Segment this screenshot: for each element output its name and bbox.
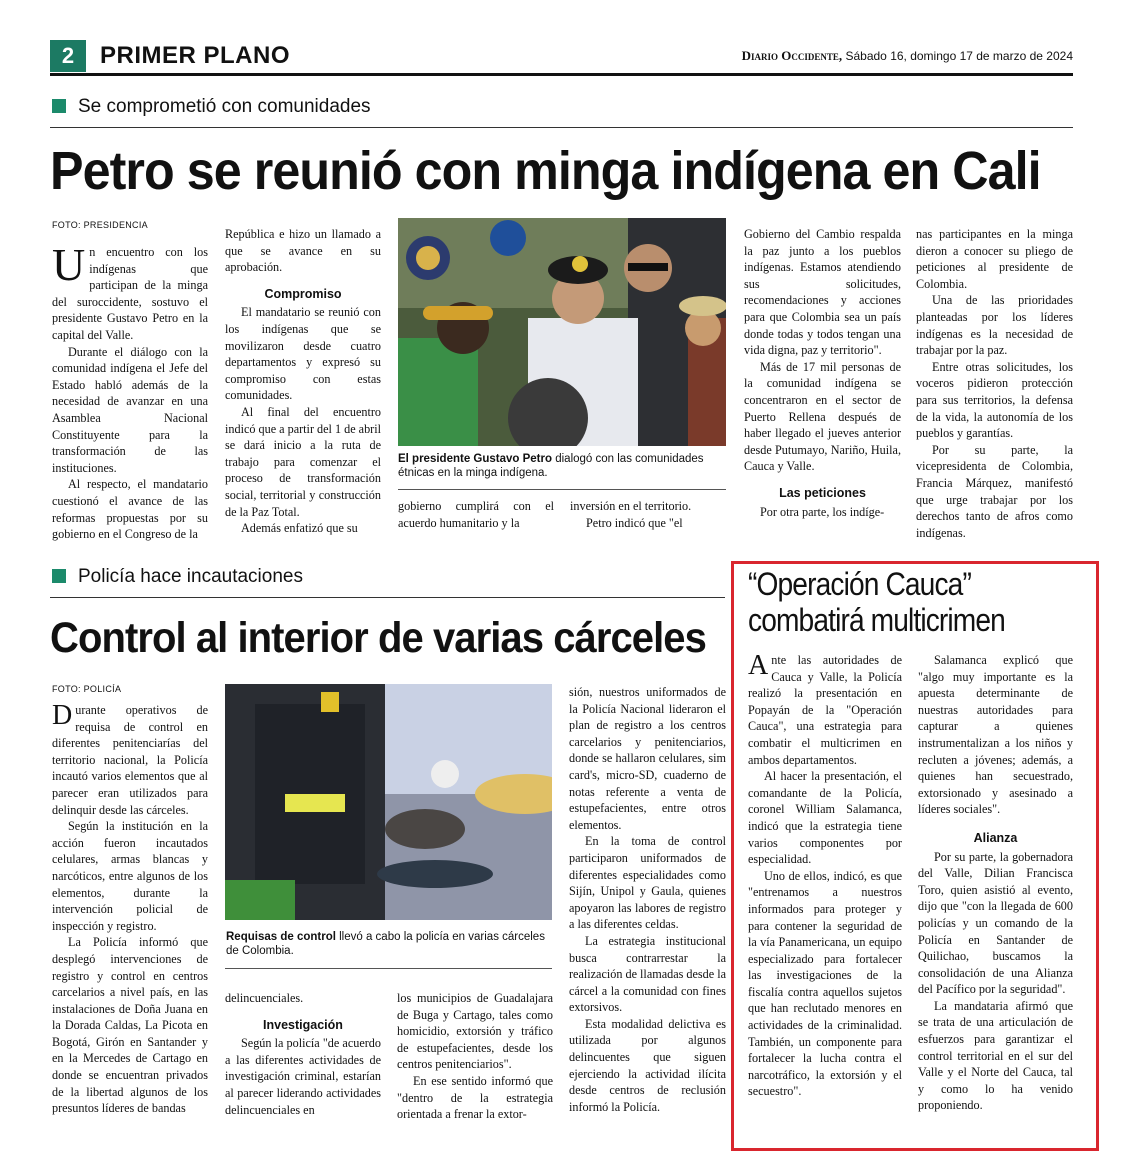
- kicker-square-icon: [52, 99, 66, 113]
- article2-kicker: [52, 566, 303, 588]
- page-number: 2: [50, 40, 86, 72]
- paragraph: gobierno cumplirá con el acuerdo humanitario y la: [398, 499, 554, 530]
- paragraph: Según la institución en la acción fueron incautados celulares, armas blancas y narcóticos, entre algunos de los elementos, durante la intervención policial de inspección y registro.: [52, 819, 208, 933]
- paragraph: Por su parte, la vicepresidenta de Colombia, Francia Márquez, manifestó que urge trabajar por los derechos tanto de afros como indígenas.: [916, 442, 1073, 540]
- article1-column-3: [398, 498, 554, 531]
- paragraph: los municipios de Guadalajara de Buga y Cartago, tales como homicidio, extorsión y tráfico de estupefacientes, desde los centros penitenciarios".: [397, 991, 553, 1072]
- paragraph: Por su parte, la gobernadora del Valle, Dilian Francisca Toro, quien asistió al evento, dijo que "con la llegada de 600 policías y un comando de la Policía en Santander de Quilichao, buscamos la consolidación de una Alianza del Pacífico por la seguridad".: [918, 849, 1073, 997]
- caption-rule: [398, 489, 726, 490]
- paragraph: Al respecto, el mandatario cuestionó el avance de las reformas propuestas por su gobierno en el Congreso de la: [52, 477, 208, 542]
- article1-headline: Petro se reunió con minga indígena en Cali: [50, 141, 1041, 201]
- subheading: Investigación: [263, 1017, 343, 1032]
- paragraph: delincuenciales.: [225, 991, 304, 1005]
- article2-headline: Control al interior de varias cárceles: [50, 614, 706, 662]
- subheading: Alianza: [973, 830, 1018, 845]
- paragraph: Más de 17 mil personas de la comunidad indígena se concentraron en el sector de Puerto Rellena después de haber llegado el jueves anterior desde Putumayo, Nariño, Huila, Cauca y Valle.: [744, 359, 901, 474]
- article2-photo-credit: FOTO: POLICÍA: [52, 684, 122, 694]
- article2-column-1: [52, 702, 208, 1117]
- paragraph: La mandataria afirmó que se trata de una articulación de esfuerzos para garantizar el control territorial en el sur del Valle y el Norte del Cauca, tal y como lo ha venido proponiendo.: [918, 998, 1073, 1113]
- paragraph: Al final del encuentro indicó que a partir del 1 de abril se dará inicio a la ruta de trabajo para comenzar el proceso de transformación social, territorial y construcción de la Paz Total.: [225, 404, 382, 519]
- paragraph: Salamanca explicó que "algo muy importante es la apuesta determinante de nuestras autoridades para capturar a quienes instrumentalizan a los niños y recluten a jóvenes; además, a quienes han secuestrado, extorsionado y asesinado a líderes sociales".: [918, 653, 1073, 817]
- caption-text: dialogó con las comunidades étnicas en la minga indígena.: [398, 453, 704, 479]
- paragraph: inversión en el territorio.: [570, 499, 692, 513]
- article1-column-5: [744, 226, 901, 520]
- paragraph: sión, nuestros uniformados de la Policía Nacional lideraron el plan de registro a los centros carcelarios y penitenciarios, donde se hallaron celulares, sim card's, micro-SD, cuaderno de notas referente a venta de estupefacientes, entre otros elementos.: [569, 685, 726, 832]
- section-title: PRIMER PLANO: [100, 42, 291, 69]
- paragraph: urante operativos de requisa de control en diferentes penitenciarías del territorio nacional, la Policía incautó varios elementos que al parecer eran utilizados para delinquir desde las cárceles.: [52, 703, 208, 817]
- article1-photo: [398, 218, 726, 446]
- subheading: Compromiso: [264, 286, 342, 301]
- paragraph: En ese sentido informó que "dentro de la estrategia orientada a frenar la extor-: [397, 1073, 553, 1122]
- prison-search-image: [225, 684, 552, 920]
- article2-photo: [225, 684, 552, 920]
- paragraph: Según la policía "de acuerdo a las diferentes actividades de investigación criminal, estarían al parecer liderando actividades delincuenciales en: [225, 1036, 381, 1117]
- article1-column-2: [225, 226, 381, 537]
- paragraph: El mandatario se reunió con los indígenas que se movilizaron desde cuatro departamentos y expresó su compromiso con estas comunidades.: [225, 305, 381, 403]
- paragraph: Durante el diálogo con la comunidad indígena el Jefe del Estado habló además de la necesidad de avanzar en una Asamblea Nacional Constituyente para la transformación de las instituciones.: [52, 344, 208, 475]
- publication-name: Diario Occidente,: [741, 48, 843, 63]
- article1-kicker: [52, 96, 371, 118]
- article1-caption: [398, 452, 728, 480]
- dropcap: A: [748, 650, 769, 681]
- kicker-rule: [50, 127, 1073, 128]
- article2-column-2: [225, 990, 381, 1118]
- article1-photo-credit: FOTO: PRESIDENCIA: [52, 220, 148, 230]
- paragraph: La estrategia institucional busca contrarrestar la realización de llamadas desde la cárcel a la comunidad con fines extorsivos.: [569, 933, 727, 1015]
- paragraph: La Policía informó que desplegó intervenciones de registro y control en centros carcelarios a nivel país, en las instalaciones de Doña Juana en la Dorada Caldas, La Picota en Bogotá, Girón en Santander y en la Mercedes de Cartago en donde se encuentran privados de la libertad algunos de los presuntos líderes de bandas: [52, 935, 208, 1116]
- paragraph: Por otra parte, los indíge-: [760, 504, 885, 519]
- caption-bold: Requisas de control: [226, 931, 336, 943]
- dateline: [742, 48, 1073, 64]
- paragraph: Entre otras solicitudes, los voceros pidieron protección para sus territorios, la defensa de la vida, la autonomía de los pueblos y garantías.: [916, 359, 1073, 441]
- paragraph: Gobierno del Cambio respalda la paz junto a los pueblos indígenas. Estamos atendiendo sus solicitudes, recomendaciones y acciones para que Colombia sea un país donde todas y todos tengan una vida digna, paz y territorio".: [744, 227, 901, 358]
- article1-column-4: [570, 498, 726, 531]
- sidebar-column-2: [918, 652, 1073, 1114]
- dropcap: D: [52, 700, 73, 731]
- kicker-square-icon: [52, 569, 66, 583]
- subheading: Las peticiones: [779, 485, 866, 500]
- caption-rule: [225, 968, 552, 969]
- paragraph: En la toma de control participaron uniformados de diferentes especialidades como Sijín, Unipol y Gaula, quienes apoyaron las labores de registro a las diferentes celdas.: [569, 834, 726, 932]
- article2-column-4: [569, 684, 726, 1115]
- paragraph: Además enfatizó que su: [241, 521, 358, 536]
- article1-kicker-text: Se comprometió con comunidades: [78, 96, 371, 117]
- paragraph: Petro indicó que "el: [586, 515, 683, 530]
- paragraph: Esta modalidad delictiva es utilizada por algunos delincuentes que siguen ejerciendo la actividad ilícita desde centros de reclusión informó la Policía.: [569, 1016, 726, 1114]
- paragraph: Al hacer la presentación, el comandante de la Policía, coronel William Salamanca, indicó que la estrategia tiene varios componentes por especialidad.: [748, 769, 902, 867]
- caption-text: llevó a cabo la policía en varias cárceles de Colombia.: [226, 931, 545, 957]
- sidebar-headline: [748, 566, 1005, 638]
- article2-kicker-text: Policía hace incautaciones: [78, 566, 303, 587]
- petro-minga-image: [398, 218, 726, 446]
- article2-caption: [226, 930, 556, 958]
- issue-date: Sábado 16, domingo 17 de marzo de 2024: [845, 49, 1073, 63]
- header-rule: [50, 73, 1073, 76]
- article1-column-1: [52, 239, 208, 543]
- paragraph: Una de las prioridades planteadas por los líderes indígenas es la necesidad de trabajar por la paz.: [916, 293, 1073, 358]
- paragraph: n encuentro con los indígenas que participan de la minga del suroccidente, sostuvo el presidente Gustavo Petro en la capital del Valle.: [52, 245, 208, 342]
- paragraph: República e hizo un llamado a que se avance en su aprobación.: [225, 227, 381, 275]
- sidebar-column-1: [748, 652, 902, 1100]
- article2-column-3: [397, 990, 553, 1123]
- sidebar-headline-line2: combatirá multicrimen: [748, 602, 1005, 638]
- article1-column-6: [916, 226, 1073, 541]
- paragraph: nas participantes en la minga dieron a conocer su pliego de peticiones al presidente de Colombia.: [916, 227, 1073, 291]
- kicker-rule: [50, 597, 725, 598]
- caption-bold: El presidente Gustavo Petro: [398, 453, 553, 465]
- paragraph: nte las autoridades de Cauca y Valle, la Policía realizó la presentación en Popayán de la "Operación Cauca", una estrategia para combatir el multicrimen en ambos departamentos.: [748, 653, 902, 767]
- sidebar-headline-line1: “Operación Cauca”: [748, 566, 971, 602]
- dropcap: U: [52, 239, 86, 290]
- paragraph: Uno de ellos, indicó, es que "entrenamos a nuestros informados para proteger y para contener la seguridad de la vía Panamericana, un equipo especializado para fortalecer las investigaciones de la fiscalía contra aquellos sujetos que han reclutado menores en actividades de la criminalidad. También, un componente para fortalecer la lucha contra el narcotráfico, la extorsión y el secuestro".: [748, 868, 902, 1099]
